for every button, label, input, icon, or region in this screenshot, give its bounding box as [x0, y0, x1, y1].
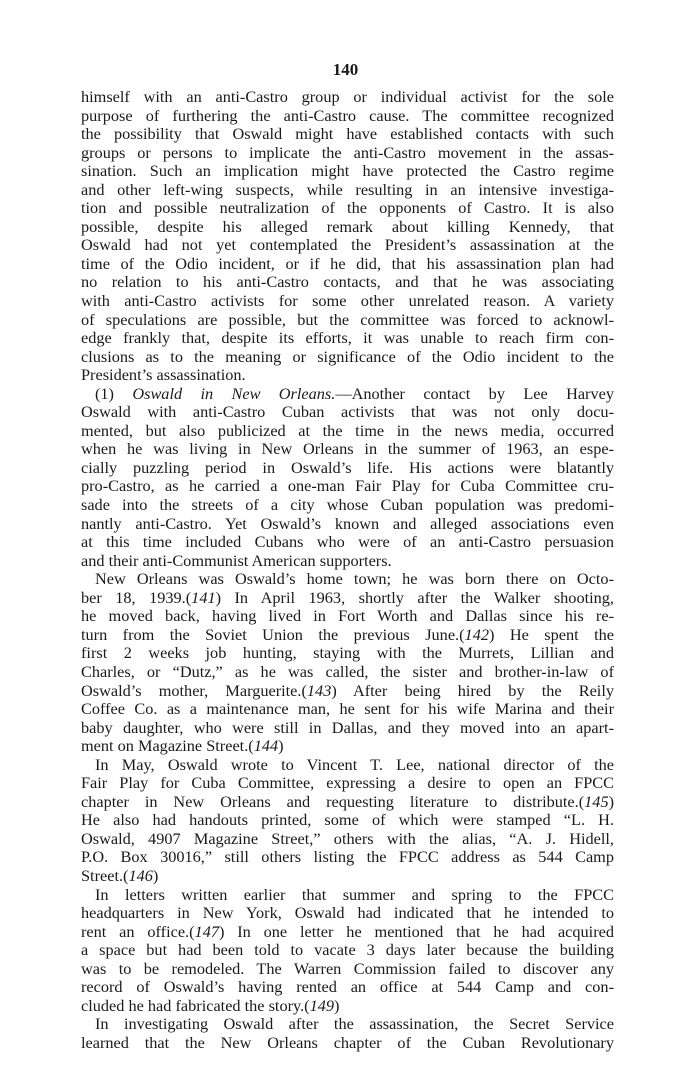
text-segment: ) [608, 791, 614, 811]
text-segment: ) After being hired by the Reily [331, 680, 614, 700]
text-line [81, 719, 614, 738]
text-segment: Street.( [81, 865, 129, 885]
italic-text: 147 [194, 921, 219, 941]
text-line [81, 218, 614, 237]
text-line [81, 440, 614, 459]
text-segment: Oswald had not yet contemplated the President’s assassination at the [81, 235, 614, 255]
text-segment: tion and possible neutralization of the opponents of Castro. It is also [81, 198, 614, 218]
text-line [81, 774, 614, 793]
text-line [81, 403, 614, 422]
text-segment: P.O. Box 30016,” still others listing the FPCC address as 544 Camp [81, 847, 614, 867]
text-segment: ) [152, 865, 159, 885]
text-segment: and their anti-Communist American supporters. [81, 550, 392, 570]
text-segment: President’s assassination. [81, 365, 246, 385]
text-line [81, 626, 614, 645]
text-segment: ) [334, 995, 340, 1015]
text-line [81, 737, 614, 756]
text-line [81, 552, 614, 571]
text-line [81, 255, 614, 274]
text-line [81, 700, 614, 719]
italic-text: 144 [253, 736, 279, 756]
text-segment: nantly anti-Castro. Yet Oswald’s known and alleged associations even [81, 513, 614, 533]
text-segment: at this time included Cubans who were of an anti-Castro persuasion [81, 532, 614, 552]
page-number: 140 [332, 60, 359, 79]
text-line [81, 459, 614, 478]
text-segment: Oswald, 4907 Magazine Street,” others with the alias, “A. J. Hidell, [81, 828, 614, 848]
text-line [81, 496, 614, 515]
text-line [81, 422, 614, 441]
text-line [81, 811, 614, 830]
text-segment: ) [278, 736, 284, 756]
text-segment: the possibility that Oswald might have established contacts with such [81, 124, 614, 144]
italic-text: 149 [309, 995, 335, 1015]
text-line [81, 366, 614, 385]
text-line [81, 978, 614, 997]
text-segment: he moved back, having lived in Fort Worth and Dallas since his re- [81, 606, 614, 626]
text-segment: cially puzzling period in Oswald’s life. His actions were blatantly [81, 457, 614, 477]
text-line [81, 941, 614, 960]
text-segment: ber 18, 1939.( [81, 587, 192, 607]
italic-text: 141 [191, 587, 216, 607]
text-segment: possible, despite his alleged remark about killing Kennedy, that [81, 216, 614, 236]
text-segment: ) In April 1963, shortly after the Walker shooting, [215, 587, 614, 607]
text-segment: ment on Magazine Street.( [81, 736, 254, 756]
text-segment: and other left-wing suspects, while resulting in an intensive investiga- [81, 179, 614, 199]
text-segment: edge frankly that, despite its efforts, it was unable to reach firm con- [81, 328, 614, 348]
paragraph [81, 886, 614, 1016]
paragraph [81, 88, 614, 385]
text-line [81, 385, 614, 404]
text-line [81, 144, 614, 163]
text-segment: time of the Odio incident, or if he did, that his assassination plan had [81, 253, 614, 273]
text-segment: In May, Oswald wrote to Vincent T. Lee, national director of the [95, 754, 614, 774]
text-line [81, 199, 614, 218]
text-segment: (1) [95, 383, 133, 403]
text-line [81, 904, 614, 923]
text-line [81, 997, 614, 1016]
text-line [81, 644, 614, 663]
text-line [81, 867, 614, 886]
text-segment: with anti-Castro activists for some other unrelated reason. A variety [81, 291, 614, 311]
paragraph [81, 756, 614, 886]
text-line [81, 1015, 614, 1034]
text-segment: In investigating Oswald after the assassination, the Secret Service [95, 1014, 614, 1034]
text-line [81, 663, 614, 682]
text-segment: chapter in New Orleans and requesting literature to distribute.( [81, 791, 585, 811]
text-segment: sade into the streets of a city whose Cuban population was predomi- [81, 495, 614, 515]
text-segment: He also had handouts printed, some of which were stamped “L. H. [81, 810, 614, 830]
text-segment: turn from the Soviet Union the previous June.( [81, 624, 465, 644]
text-line [81, 589, 614, 608]
text-line [81, 292, 614, 311]
text-line [81, 533, 614, 552]
text-line [81, 311, 614, 330]
body-text [81, 88, 614, 1052]
text-line [81, 1034, 614, 1053]
text-segment: himself with an anti-Castro group or individual activist for the sole [81, 87, 614, 106]
text-line [81, 329, 614, 348]
text-segment: groups or persons to implicate the anti-Castro movement in the assas- [81, 142, 614, 162]
text-line [81, 125, 614, 144]
text-line [81, 570, 614, 589]
text-line [81, 477, 614, 496]
text-line [81, 181, 614, 200]
text-segment: when he was living in New Orleans in the summer of 1963, an espe- [81, 439, 614, 459]
text-segment: cluded he had fabricated the story.( [81, 995, 310, 1015]
text-line [81, 607, 614, 626]
text-line [81, 960, 614, 979]
text-segment: first 2 weeks job hunting, staying with the Murrets, Lillian and [81, 643, 614, 663]
text-line [81, 848, 614, 867]
text-segment: a space but had been told to vacate 3 days later because the building [81, 940, 614, 960]
text-line [81, 273, 614, 292]
text-segment: no relation to his anti-Castro contacts, and that he was associating [81, 272, 614, 292]
text-segment: learned that the New Orleans chapter of the Cuban Revolutionary [81, 1032, 614, 1052]
text-segment: record of Oswald’s having rented an office at 544 Camp and con- [81, 977, 614, 997]
text-segment: Oswald’s mother, Marguerite.( [81, 680, 307, 700]
text-line [81, 682, 614, 701]
italic-text: 146 [128, 865, 153, 885]
text-line [81, 107, 614, 126]
text-segment: baby daughter, who were still in Dallas, and they moved into an apart- [81, 717, 614, 737]
text-line [81, 830, 614, 849]
text-segment: mented, but also publicized at the time in the news media, occurred [81, 420, 614, 440]
text-line [81, 88, 614, 107]
text-line [81, 756, 614, 775]
text-line [81, 793, 614, 812]
text-segment: Charles, or “Dutz,” as he was called, the sister and brother-in-law of [81, 661, 614, 681]
paragraph [81, 385, 614, 570]
text-segment: was to be remodeled. The Warren Commission failed to discover any [81, 958, 614, 978]
text-segment: rent an office.( [81, 921, 195, 941]
text-segment: In letters written earlier that summer and spring to the FPCC [95, 884, 614, 904]
text-line [81, 515, 614, 534]
text-line [81, 923, 614, 942]
text-line [81, 348, 614, 367]
text-segment: of speculations are possible, but the committee was forced to acknowl- [81, 309, 614, 329]
text-segment: headquarters in New York, Oswald had indicated that he intended to [81, 903, 614, 923]
text-segment: purpose of furthering the anti-Castro cause. The committee recognized [81, 105, 614, 125]
text-segment: —Another contact by Lee Harvey [335, 383, 614, 403]
paragraph [81, 1015, 614, 1052]
italic-text: 145 [584, 791, 609, 811]
text-line [81, 162, 614, 181]
text-segment: pro-Castro, as he carried a one-man Fair Play for Cuba Committee cru- [81, 476, 614, 496]
text-segment: ) In one letter he mentioned that he had acquired [218, 921, 614, 941]
text-line [81, 236, 614, 255]
text-segment: Oswald with anti-Castro Cuban activists that was not only docu- [81, 402, 614, 422]
text-segment: New Orleans was Oswald’s home town; he was born there on Octo- [95, 569, 614, 589]
text-segment: ) He spent the [488, 624, 614, 644]
text-segment: sination. Such an implication might have protected the Castro regime [81, 161, 614, 181]
text-line [81, 886, 614, 905]
text-segment: Fair Play for Cuba Committee, expressing a desire to open an FPCC [81, 773, 614, 793]
italic-text: 142 [464, 624, 489, 644]
italic-text: 143 [306, 680, 332, 700]
paragraph [81, 570, 614, 755]
text-segment: clusions as to the meaning or significance of the Odio incident to the [81, 346, 614, 366]
italic-text: Oswald in New Orleans. [132, 383, 336, 403]
text-segment: Coffee Co. as a maintenance man, he sent for his wife Marina and their [81, 699, 614, 719]
